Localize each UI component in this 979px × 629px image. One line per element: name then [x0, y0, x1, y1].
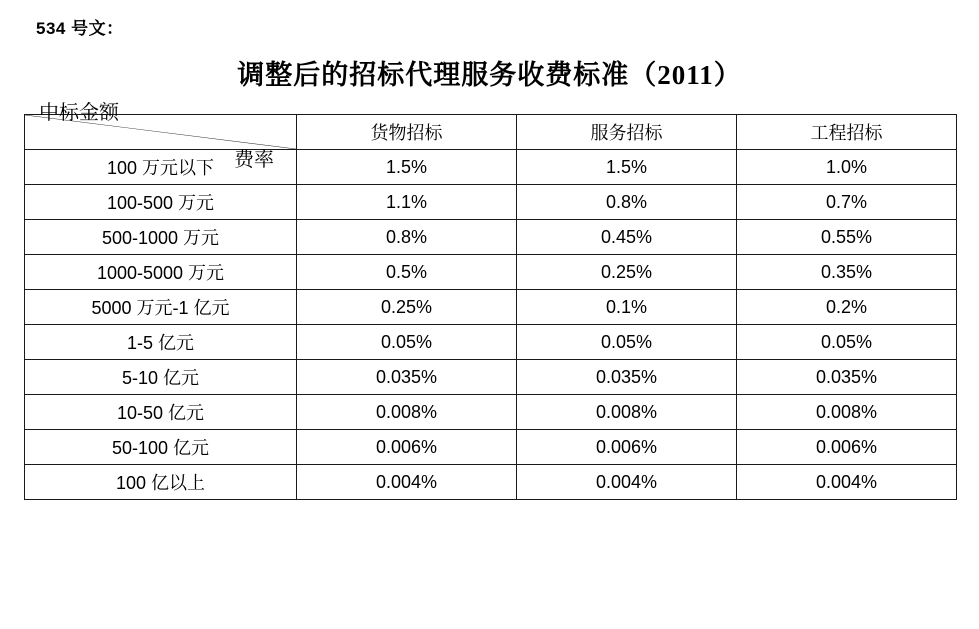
cell-service: 0.008% [517, 395, 737, 430]
table-row [25, 220, 957, 255]
table-row [25, 185, 957, 220]
table-row [25, 465, 957, 500]
table-row [25, 360, 957, 395]
column-header-goods: 货物招标 [297, 115, 517, 150]
cell-service: 0.035% [517, 360, 737, 395]
cell-service: 0.8% [517, 185, 737, 220]
cell-engineering: 1.0% [737, 150, 957, 185]
table-row [25, 150, 957, 185]
table-row [25, 395, 957, 430]
cell-service: 0.05% [517, 325, 737, 360]
cell-service: 0.45% [517, 220, 737, 255]
cell-goods: 0.8% [297, 220, 517, 255]
table-row [25, 255, 957, 290]
cell-service: 0.1% [517, 290, 737, 325]
column-header-service: 服务招标 [517, 115, 737, 150]
row-label: 500-1000 万元 [25, 220, 297, 255]
cell-engineering: 0.008% [737, 395, 957, 430]
cell-service: 1.5% [517, 150, 737, 185]
cell-engineering: 0.05% [737, 325, 957, 360]
cell-engineering: 0.2% [737, 290, 957, 325]
cell-engineering: 0.035% [737, 360, 957, 395]
row-label: 100-500 万元 [25, 185, 297, 220]
cell-goods: 0.004% [297, 465, 517, 500]
table-row [25, 430, 957, 465]
cell-engineering: 0.35% [737, 255, 957, 290]
page-title: 调整后的招标代理服务收费标准（2011） [237, 60, 742, 90]
row-label: 5-10 亿元 [25, 360, 297, 395]
row-label: 10-50 亿元 [25, 395, 297, 430]
cell-service: 0.006% [517, 430, 737, 465]
cell-engineering: 0.006% [737, 430, 957, 465]
cell-goods: 0.006% [297, 430, 517, 465]
table-row [25, 290, 957, 325]
cell-goods: 0.05% [297, 325, 517, 360]
cell-engineering: 0.7% [737, 185, 957, 220]
cell-engineering: 0.004% [737, 465, 957, 500]
document-reference-note: 534 号文： [36, 19, 124, 38]
cell-goods: 0.035% [297, 360, 517, 395]
row-label: 100 万元以下 [25, 150, 297, 185]
table-header-row [25, 115, 957, 150]
cell-service: 0.25% [517, 255, 737, 290]
row-label: 1-5 亿元 [25, 325, 297, 360]
fee-standard-table [24, 102, 957, 500]
cell-goods: 1.1% [297, 185, 517, 220]
row-label: 5000 万元-1 亿元 [25, 290, 297, 325]
corner-amount-label: 中标金额 [39, 102, 119, 124]
cell-goods: 1.5% [297, 150, 517, 185]
row-label: 100 亿以上 [25, 465, 297, 500]
row-label: 1000-5000 万元 [25, 255, 297, 290]
row-label: 50-100 亿元 [25, 430, 297, 465]
cell-goods: 0.25% [297, 290, 517, 325]
cell-service: 0.004% [517, 465, 737, 500]
corner-rate-label: 费率 [234, 149, 274, 171]
cell-goods: 0.008% [297, 395, 517, 430]
cell-engineering: 0.55% [737, 220, 957, 255]
column-header-engineering: 工程招标 [737, 115, 957, 150]
table-row [25, 325, 957, 360]
cell-goods: 0.5% [297, 255, 517, 290]
